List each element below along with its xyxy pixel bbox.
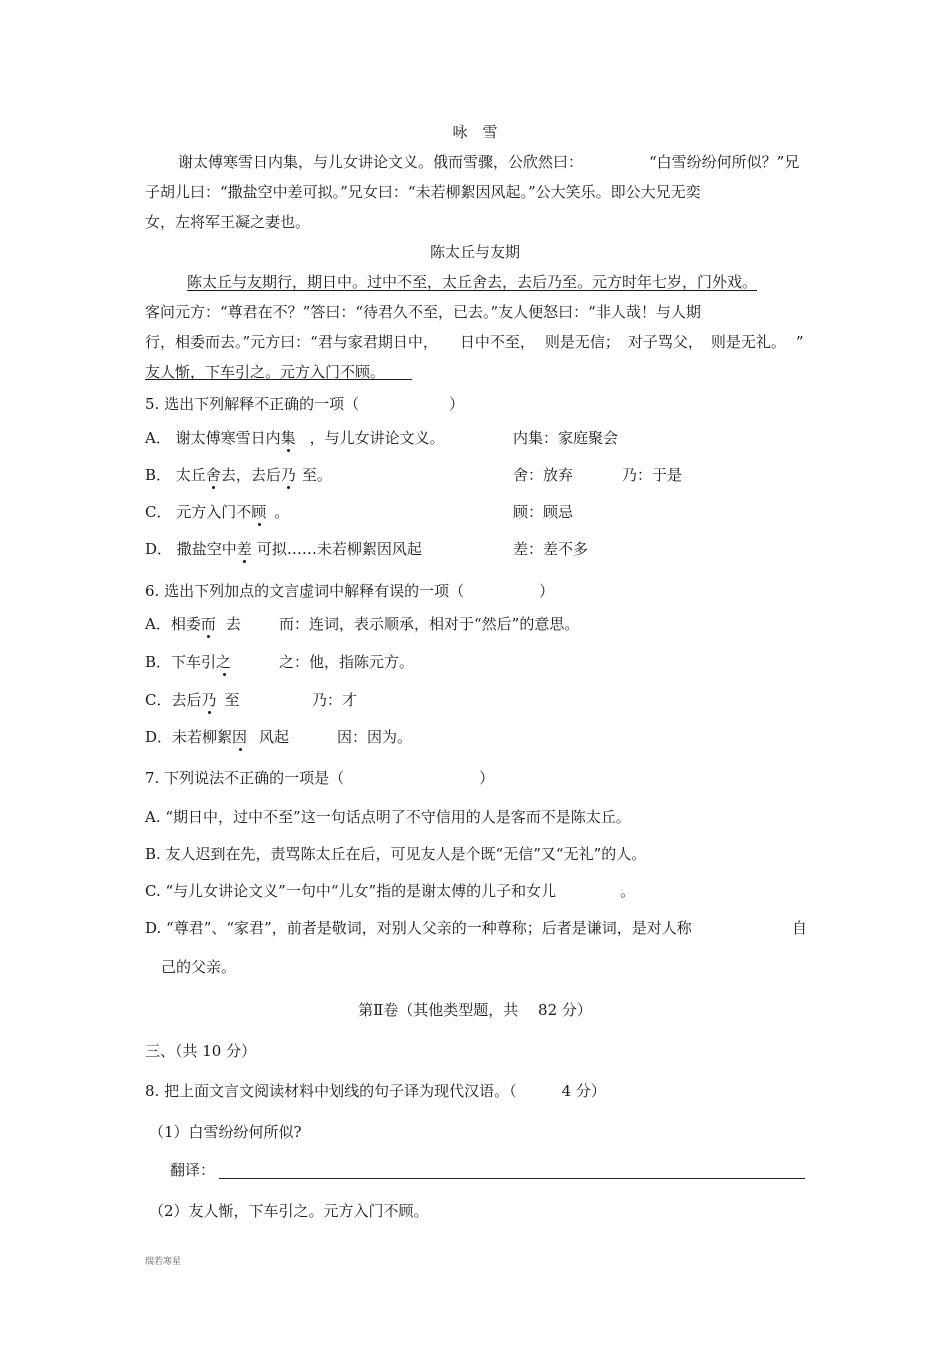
q6-stem: 6. 选出下列加点的文言虚词中解释有误的一项（ ） [145,582,555,600]
passage2-title: 陈太丘与友期 [429,243,520,261]
dotted-char: 乃 [201,691,217,709]
q8-item-2: （2）友人惭，下车引之。元方入门不顾。 [149,1202,429,1220]
q6-option-d [145,727,289,747]
q6-d-explanation: 因：因为。 [337,728,413,746]
q5-option-c [145,502,289,522]
passage2-text: ” [795,333,804,351]
passage1-line1 [178,152,799,172]
passage1-line3: 女，左将军王凝之妻也。 [145,213,311,231]
q6-option-b [145,652,231,672]
q7-stem: 7. 下列说法不正确的一项是（ ） [145,769,495,787]
q5-c-explanation: 顾：顾忌 [513,503,574,521]
passage1-text: 谢太傅寒雪日内集，与儿女讲论文义。俄而雪骤，公欣然曰： [178,153,584,171]
option-text: 。 [620,882,636,900]
option-text: ，与儿女讲论文义。 [309,429,445,447]
passage2-text: 则是无信； [544,333,620,351]
dotted-char: 之 [216,653,232,671]
option-text: 至 [224,691,240,709]
option-text: 。 [274,503,290,521]
footer-text: 瑞若寒星 [145,1257,182,1267]
dotted-char: 因 [232,728,248,746]
q5-b-explanation-1: 舍：放弃 [513,466,574,484]
underline-rule [145,379,412,380]
option-text: 去 [225,615,241,633]
passage2-line1-underlined: 陈太丘与友期行，期日中。过中不至，太丘舍去，去后乃至。元方时年七岁，门外戏。 [187,273,758,291]
q6-a-explanation: 而：连词，表示顺承，相对于“然后”的意思。 [279,615,580,633]
q5-option-b [145,465,332,485]
option-text: B． 太丘 [145,466,206,484]
option-text: C．去后 [145,691,202,709]
answer-line[interactable] [219,1178,805,1179]
dotted-char: 集 [280,429,296,447]
q8-stem: 8. 把上面文言文阅读材料中划线的句子译为现代汉语。（ 4 分） [145,1082,606,1100]
q7-option-d-end: 自 [792,919,808,937]
passage1-title: 咏 雪 [452,123,498,141]
q7-option-d: D. “尊君”、“家君”，前者是敬词，对别人父亲的一种尊称；后者是谦词，是对人称 [145,919,692,937]
q6-option-c [145,690,240,710]
dotted-char: 而 [200,615,216,633]
q7-option-a: A. “期日中，过中不至”这一句话点明了不守信用的人是客而不是陈太丘。 [145,808,631,826]
q5-d-explanation: 差：差不多 [513,540,589,558]
q5-stem: 5. 选出下列解释不正确的一项（ ） [145,395,465,413]
passage2-text: 日中不至， [459,333,535,351]
dotted-char: 差 [236,540,252,558]
q5-b-explanation-2: 乃：于是 [622,466,683,484]
passage2-line2: 客问元方：“尊君在不？”答曰：“待君久不至，已去。”友人便怒曰：“非人哉！与人期 [145,303,701,321]
q7-option-c [145,881,635,901]
option-text: B．下车引 [145,653,217,671]
passage1-text: “白雪纷纷何所似？”兄 [649,153,800,171]
passage1-line2: 子胡儿曰：“撒盐空中差可拟。”兄女曰：“未若柳絮因风起。”公大笑乐。即公大兄无奕 [145,183,701,201]
passage2-text: 行，相委而去。”元方曰：“君与家君期日中， [145,333,438,351]
option-text: A．相委 [145,615,201,633]
option-text: 可拟……未若柳絮因风起 [256,540,422,558]
q5-option-d [145,539,422,559]
option-text: 至。 [301,466,332,484]
q7-option-d-cont: 己的父亲。 [161,958,237,976]
q5-option-a [145,428,445,448]
translate-label: 翻译： [170,1161,216,1179]
passage2-line3 [145,332,804,352]
option-text: D． 撒盐空中 [145,540,237,558]
option-text: 风起 [259,728,290,746]
dotted-char: 舍 [205,466,221,484]
q7-option-b: B. 友人迟到在先，责骂陈太丘在后，可见友人是个既“无信”又“无礼”的人。 [145,845,647,863]
q6-c-explanation: 乃：才 [312,691,358,709]
passage2-text: 对子骂父， [627,333,703,351]
option-text: C． 元方入门不 [145,503,252,521]
passage2-text: 则是无礼。 [710,333,786,351]
q6-b-explanation: 之：他，指陈元方。 [279,653,415,671]
q5-a-explanation: 内集：家庭聚会 [513,429,619,447]
option-text: C. “与儿女讲论文义”一句中“儿女”指的是谢太傅的儿子和女儿 [145,882,557,900]
section2-title: 第Ⅱ卷（其他类型题，共 82 分） [358,1001,592,1019]
passage2-line4: 友人惭，下车引之。元方入门不顾。 [145,363,386,381]
q6-option-a [145,614,241,634]
dotted-char: 乃 [280,466,296,484]
option-text: A． 谢太傅寒雪日内 [145,429,281,447]
q8-item-1: （1）白雪纷纷何所似? [149,1123,302,1141]
part3-heading: 三、（共 10 分） [145,1042,257,1060]
option-text: D．未若柳絮 [145,728,233,746]
option-text: 去，去后 [220,466,281,484]
dotted-char: 顾 [251,503,267,521]
